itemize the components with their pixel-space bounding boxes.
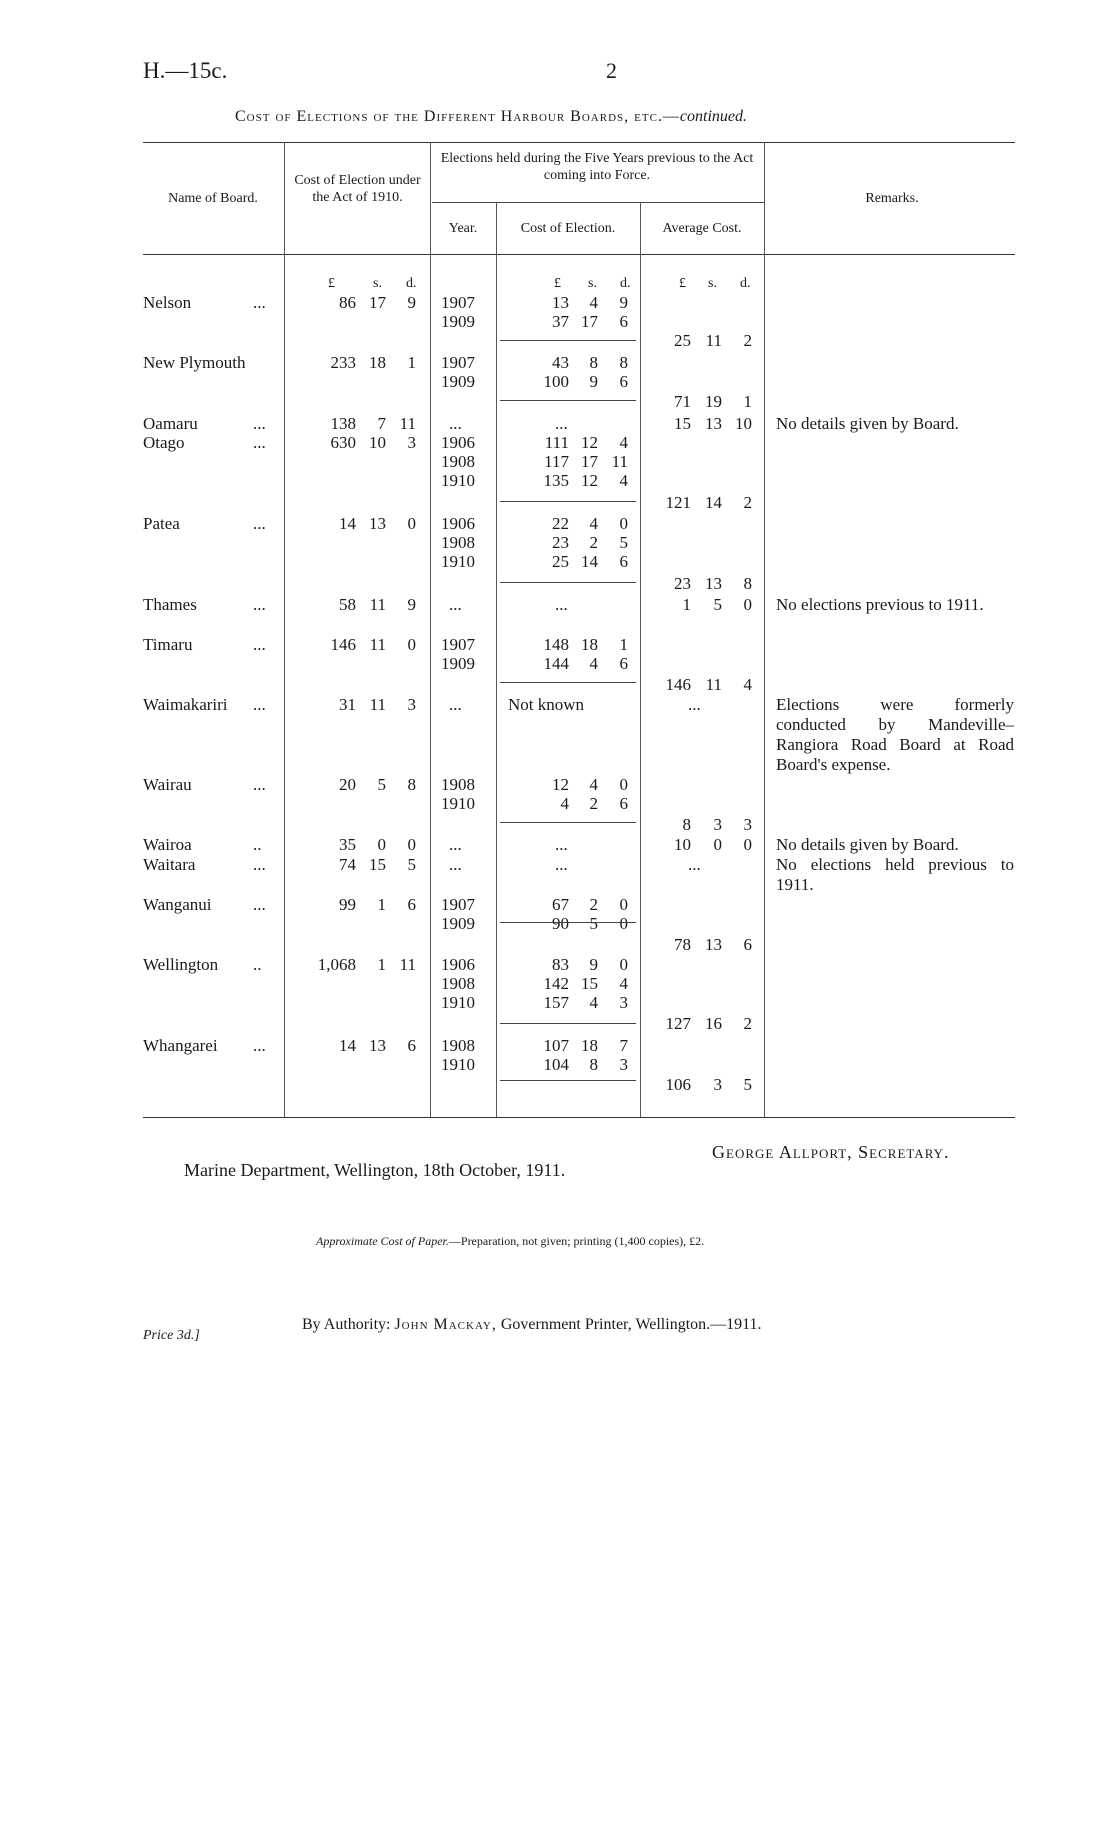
- cost-1910-shillings: 10: [369, 433, 386, 452]
- authority-suffix: Government Printer, Wellington.—1911.: [500, 1316, 762, 1333]
- average-cost-pounds: 1: [682, 595, 691, 614]
- election-cost-pence: 6: [619, 654, 628, 673]
- board-name: Waitara: [143, 855, 196, 874]
- election-cost-pence: 4: [619, 433, 628, 452]
- subtotal-rule: [500, 340, 636, 341]
- election-year: 1906: [441, 514, 475, 533]
- election-cost-shillings: 4: [589, 993, 598, 1012]
- cost-1910-pence: 3: [407, 695, 416, 714]
- average-cost-shillings: 13: [705, 935, 722, 954]
- cost-1910-pence: 5: [407, 855, 416, 874]
- cost-1910-pounds: 20: [339, 775, 356, 794]
- cost-1910-pence: 11: [399, 414, 416, 433]
- remark: Elections were formerly conducted by Mandeville–Rangiora Road Board at Road Board's expense.: [776, 695, 1014, 774]
- cost-1910-shillings: 1: [377, 955, 386, 974]
- election-year-none: ...: [449, 855, 462, 874]
- board-name: New Plymouth: [143, 353, 246, 372]
- average-cost-pounds: 127: [665, 1014, 691, 1033]
- authority-line: [302, 1316, 762, 1334]
- subtotal-rule: [500, 400, 636, 401]
- election-year: 1909: [441, 914, 475, 933]
- column-divider: [496, 202, 497, 1117]
- cost-1910-shillings: 17: [369, 293, 386, 312]
- election-cost-pounds: 37: [552, 312, 569, 331]
- election-cost-shillings: 18: [581, 635, 598, 654]
- subtotal-rule: [500, 682, 636, 683]
- average-cost-pounds: 146: [665, 675, 691, 694]
- cost-1910-shillings: 13: [369, 514, 386, 533]
- cost-1910-pounds: 1,068: [317, 955, 356, 974]
- average-cost-pence: 5: [743, 1075, 752, 1094]
- election-year: 1910: [441, 1055, 475, 1074]
- average-cost-pounds: 121: [665, 493, 691, 512]
- leader-dots: ..: [253, 835, 262, 854]
- election-cost-pence: 6: [619, 794, 628, 813]
- average-cost-pence: 3: [743, 815, 752, 834]
- election-cost-pounds: 107: [543, 1036, 569, 1055]
- election-cost-none: ...: [555, 595, 568, 614]
- election-cost-pence: 0: [619, 895, 628, 914]
- leader-dots: ...: [253, 855, 266, 874]
- election-cost-shillings: 8: [589, 1055, 598, 1074]
- election-cost-pounds: 43: [552, 353, 569, 372]
- election-cost-pounds: 83: [552, 955, 569, 974]
- cost-1910-pounds: 138: [330, 414, 356, 433]
- election-cost-pounds: 135: [543, 471, 569, 490]
- leader-dots: ...: [253, 695, 266, 714]
- column-divider: [764, 142, 765, 1117]
- cost-1910-shillings: 13: [369, 1036, 386, 1055]
- board-name: Whangarei: [143, 1036, 218, 1055]
- election-year: 1908: [441, 452, 475, 471]
- title-main: Cost of Elections of the Different Harbour Boards, etc.—: [235, 108, 680, 125]
- election-cost-pence: 7: [619, 1036, 628, 1055]
- election-cost-pounds: 144: [543, 654, 569, 673]
- election-cost-shillings: 2: [589, 895, 598, 914]
- document-reference: H.—15c.: [143, 58, 228, 83]
- unit-shillings: s.: [708, 276, 717, 291]
- average-cost-pounds: 15: [674, 414, 691, 433]
- election-cost-pounds: 22: [552, 514, 569, 533]
- authority-prefix: By Authority:: [302, 1316, 391, 1333]
- election-cost-shillings: 9: [589, 955, 598, 974]
- leader-dots: ..: [253, 955, 262, 974]
- cost-1910-pence: 0: [407, 514, 416, 533]
- column-divider: [430, 142, 431, 1117]
- cost-1910-pounds: 146: [330, 635, 356, 654]
- unit-shillings: s.: [373, 276, 382, 291]
- election-year-none: ...: [449, 595, 462, 614]
- average-cost-pence: 1: [743, 392, 752, 411]
- leader-dots: ...: [253, 514, 266, 533]
- subtotal-rule: [500, 501, 636, 502]
- page-number: 2: [606, 58, 617, 83]
- subtotal-rule: [500, 582, 636, 583]
- unit-shillings: s.: [588, 276, 597, 291]
- election-year-none: ...: [449, 835, 462, 854]
- board-name: Patea: [143, 514, 180, 533]
- election-year: 1908: [441, 974, 475, 993]
- election-year-none: ...: [449, 695, 462, 714]
- election-year: 1910: [441, 794, 475, 813]
- election-cost-shillings: 4: [589, 514, 598, 533]
- election-cost-none: ...: [555, 835, 568, 854]
- election-cost-pence: 9: [619, 293, 628, 312]
- leader-dots: ...: [253, 775, 266, 794]
- cost-1910-shillings: 11: [369, 635, 386, 654]
- average-cost-shillings: 11: [705, 675, 722, 694]
- election-cost-shillings: 2: [589, 533, 598, 552]
- election-cost-none: Not known: [508, 695, 585, 714]
- average-cost-pounds: 78: [674, 935, 691, 954]
- cost-1910-pounds: 233: [330, 353, 356, 372]
- board-name: Wairau: [143, 775, 192, 794]
- column-divider: [284, 142, 285, 1117]
- cost-1910-pence: 0: [407, 835, 416, 854]
- remark: No elections previous to 1911.: [776, 595, 984, 614]
- average-cost-none: ...: [688, 855, 701, 874]
- average-cost-pence: 10: [735, 414, 752, 433]
- election-cost-pounds: 111: [544, 433, 569, 452]
- election-cost-shillings: 17: [581, 312, 598, 331]
- board-name: Timaru: [143, 635, 193, 654]
- cost-of-paper-text: —Preparation, not given; printing (1,400 copies), £2.: [448, 1234, 705, 1248]
- cost-1910-pounds: 31: [339, 695, 356, 714]
- cost-1910-shillings: 11: [369, 595, 386, 614]
- election-cost-shillings: 4: [589, 293, 598, 312]
- election-cost-pounds: 117: [544, 452, 569, 471]
- election-cost-pounds: 90: [552, 914, 569, 933]
- election-cost-pence: 5: [619, 533, 628, 552]
- election-cost-pounds: 104: [543, 1055, 569, 1074]
- board-name: Otago: [143, 433, 185, 452]
- election-year: 1908: [441, 775, 475, 794]
- leader-dots: ...: [253, 414, 266, 433]
- average-cost-shillings: 3: [713, 815, 722, 834]
- cost-1910-pence: 6: [407, 895, 416, 914]
- election-year: 1908: [441, 1036, 475, 1055]
- election-cost-pence: 3: [619, 1055, 628, 1074]
- election-cost-pounds: 13: [552, 293, 569, 312]
- group-header-rule: [432, 202, 764, 203]
- cost-1910-shillings: 11: [369, 695, 386, 714]
- unit-pound: £: [328, 276, 335, 291]
- election-year: 1910: [441, 471, 475, 490]
- board-name: Wellington: [143, 955, 219, 974]
- election-year: 1907: [441, 353, 475, 372]
- cost-1910-pence: 3: [407, 433, 416, 452]
- election-cost-pence: 4: [619, 471, 628, 490]
- table-top-rule: [143, 142, 1015, 143]
- board-name: Wairoa: [143, 835, 192, 854]
- election-cost-pence: 0: [619, 775, 628, 794]
- average-cost-pence: 2: [743, 331, 752, 350]
- average-cost-pounds: 71: [674, 392, 691, 411]
- column-header-remarks: Remarks.: [865, 191, 919, 206]
- subtotal-rule: [500, 1080, 636, 1081]
- election-cost-shillings: 4: [589, 775, 598, 794]
- election-cost-pounds: 67: [552, 895, 569, 914]
- column-header-average: Average Cost.: [662, 221, 742, 236]
- average-cost-pounds: 25: [674, 331, 691, 350]
- election-year: 1908: [441, 533, 475, 552]
- election-year: 1907: [441, 293, 475, 312]
- unit-pence: d.: [406, 276, 417, 291]
- cost-1910-pence: 9: [407, 595, 416, 614]
- election-year: 1909: [441, 312, 475, 331]
- average-cost-pounds: 10: [674, 835, 691, 854]
- remark: No details given by Board.: [776, 835, 959, 854]
- cost-1910-pence: 0: [407, 635, 416, 654]
- subtotal-rule: [500, 822, 636, 823]
- board-name: Waimakariri: [143, 695, 228, 714]
- election-year: 1907: [441, 895, 475, 914]
- election-cost-pence: 4: [619, 974, 628, 993]
- board-name: Thames: [143, 595, 197, 614]
- election-cost-pence: 0: [619, 514, 628, 533]
- cost-1910-pounds: 630: [330, 433, 356, 452]
- election-cost-pence: 6: [619, 312, 628, 331]
- cost-1910-pounds: 86: [339, 293, 356, 312]
- cost-1910-shillings: 5: [377, 775, 386, 794]
- unit-pound: £: [679, 276, 686, 291]
- election-cost-pence: 6: [619, 552, 628, 571]
- election-year: 1906: [441, 955, 475, 974]
- average-cost-pounds: 8: [682, 815, 691, 834]
- unit-pence: d.: [740, 276, 751, 291]
- election-cost-pence: 0: [619, 955, 628, 974]
- election-cost-pounds: 4: [560, 794, 569, 813]
- election-year: 1909: [441, 372, 475, 391]
- election-cost-shillings: 12: [581, 433, 598, 452]
- table-header-rule: [143, 254, 1015, 255]
- cost-1910-pence: 11: [399, 955, 416, 974]
- average-cost-pence: 0: [743, 595, 752, 614]
- election-cost-shillings: 17: [581, 452, 598, 471]
- cost-1910-pence: 6: [407, 1036, 416, 1055]
- election-cost-shillings: 9: [589, 372, 598, 391]
- title-continued: continued.: [679, 108, 748, 125]
- column-header-group: Elections held during the Five Years previous to the Act coming into Force.: [440, 151, 754, 183]
- average-cost-pence: 4: [743, 675, 752, 694]
- election-cost-pence: 0: [619, 914, 628, 933]
- election-cost-pounds: 12: [552, 775, 569, 794]
- subtotal-rule: [500, 922, 636, 923]
- average-cost-shillings: 3: [713, 1075, 722, 1094]
- subtotal-rule: [500, 1023, 636, 1024]
- election-cost-pounds: 100: [543, 372, 569, 391]
- average-cost-shillings: 13: [705, 574, 722, 593]
- leader-dots: ...: [253, 635, 266, 654]
- election-year: 1907: [441, 635, 475, 654]
- average-cost-shillings: 14: [705, 493, 722, 512]
- election-cost-shillings: 5: [589, 914, 598, 933]
- cost-1910-shillings: 15: [369, 855, 386, 874]
- cost-1910-pounds: 74: [339, 855, 356, 874]
- department-line: Marine Department, Wellington, 18th October, 1911.: [184, 1160, 566, 1180]
- election-cost-none: ...: [555, 414, 568, 433]
- election-cost-pounds: 148: [543, 635, 569, 654]
- average-cost-shillings: 19: [705, 392, 722, 411]
- election-cost-shillings: 4: [589, 654, 598, 673]
- election-cost-pounds: 157: [543, 993, 569, 1012]
- election-year: 1909: [441, 654, 475, 673]
- price: Price 3d.]: [143, 1328, 200, 1343]
- cost-1910-pounds: 99: [339, 895, 356, 914]
- leader-dots: ...: [253, 433, 266, 452]
- cost-1910-pence: 8: [407, 775, 416, 794]
- election-cost-shillings: 15: [581, 974, 598, 993]
- cost-of-paper-label: Approximate Cost of Paper.: [316, 1234, 449, 1248]
- cost-of-paper-note: [316, 1234, 704, 1249]
- average-cost-pence: 6: [743, 935, 752, 954]
- printer-name: John Mackay,: [394, 1316, 497, 1333]
- election-cost-shillings: 18: [581, 1036, 598, 1055]
- cost-1910-pounds: 14: [339, 1036, 356, 1055]
- column-header-name: Name of Board.: [168, 191, 258, 206]
- average-cost-shillings: 0: [713, 835, 722, 854]
- election-cost-shillings: 12: [581, 471, 598, 490]
- average-cost-pence: 2: [743, 1014, 752, 1033]
- election-cost-shillings: 2: [589, 794, 598, 813]
- cost-1910-shillings: 7: [377, 414, 386, 433]
- cost-1910-shillings: 0: [377, 835, 386, 854]
- cost-1910-pounds: 14: [339, 514, 356, 533]
- remark: No details given by Board.: [776, 414, 959, 433]
- column-header-cost-of-election: Cost of Election.: [520, 221, 616, 236]
- cost-1910-pounds: 35: [339, 835, 356, 854]
- election-cost-shillings: 8: [589, 353, 598, 372]
- column-header-year: Year.: [448, 221, 478, 236]
- election-year-none: ...: [449, 414, 462, 433]
- average-cost-pence: 2: [743, 493, 752, 512]
- leader-dots: ...: [253, 293, 266, 312]
- election-cost-pounds: 25: [552, 552, 569, 571]
- cost-1910-shillings: 18: [369, 353, 386, 372]
- average-cost-pence: 0: [743, 835, 752, 854]
- average-cost-shillings: 16: [705, 1014, 722, 1033]
- election-cost-none: ...: [555, 855, 568, 874]
- leader-dots: ...: [253, 1036, 266, 1055]
- election-cost-pence: 1: [619, 635, 628, 654]
- average-cost-pounds: 23: [674, 574, 691, 593]
- unit-pence: d.: [620, 276, 631, 291]
- election-cost-shillings: 14: [581, 552, 598, 571]
- average-cost-pence: 8: [743, 574, 752, 593]
- average-cost-shillings: 5: [713, 595, 722, 614]
- average-cost-none: ...: [688, 695, 701, 714]
- table-bottom-rule: [143, 1117, 1015, 1118]
- column-header-cost: Cost of Election under the Act of 1910.: [294, 173, 421, 205]
- leader-dots: ...: [253, 895, 266, 914]
- election-cost-pounds: 142: [543, 974, 569, 993]
- election-cost-pounds: 23: [552, 533, 569, 552]
- unit-pound: £: [554, 276, 561, 291]
- election-cost-pence: 3: [619, 993, 628, 1012]
- page-title: [235, 108, 747, 126]
- election-cost-pence: 8: [619, 353, 628, 372]
- cost-1910-pounds: 58: [339, 595, 356, 614]
- leader-dots: ...: [253, 595, 266, 614]
- average-cost-shillings: 13: [705, 414, 722, 433]
- board-name: Wanganui: [143, 895, 212, 914]
- cost-1910-pence: 1: [407, 353, 416, 372]
- election-cost-pence: 11: [611, 452, 628, 471]
- election-year: 1910: [441, 552, 475, 571]
- election-year: 1906: [441, 433, 475, 452]
- cost-1910-shillings: 1: [377, 895, 386, 914]
- average-cost-pounds: 106: [665, 1075, 691, 1094]
- average-cost-shillings: 11: [705, 331, 722, 350]
- remark: No elections held previous to 1911.: [776, 855, 1014, 894]
- board-name: Oamaru: [143, 414, 198, 433]
- election-year: 1910: [441, 993, 475, 1012]
- board-name: Nelson: [143, 293, 192, 312]
- cost-1910-pence: 9: [407, 293, 416, 312]
- election-cost-pence: 6: [619, 372, 628, 391]
- signature: George Allport, Secretary.: [712, 1142, 950, 1162]
